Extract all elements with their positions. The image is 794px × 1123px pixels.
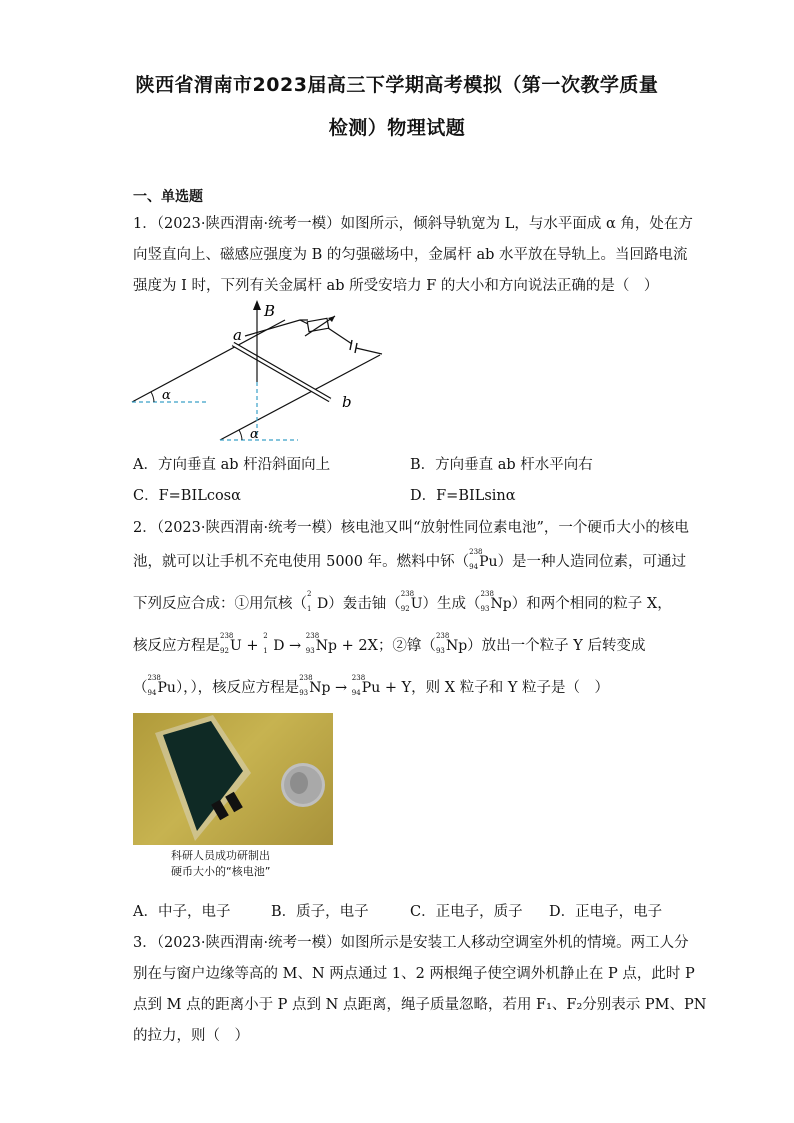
- q1-figure: [130, 298, 390, 444]
- q1-option-a[interactable]: A．方向垂直 ab 杆沿斜面向上: [133, 457, 331, 473]
- q2-line2: 池，就可以让手机不充电使用 5000 年。燃料中钚（ 238 94 Pu）是一种人造同位素，可通过: [133, 548, 687, 571]
- q1-line2: 向竖直向上、磁感应强度为 B 的匀强磁场中，金属杆 ab 水平放在导轨上。当回路电流: [133, 247, 688, 263]
- photo-caption: 科研人员成功研制出 硬币大小的“核电池”: [133, 848, 333, 888]
- q3-line4: 的拉力，则（ ）: [133, 1028, 249, 1044]
- q1-option-d[interactable]: D．F=BILsinα: [410, 488, 516, 504]
- q1-line3: 强度为 I 时，下列有关金属杆 ab 所受安培力 F 的大小和方向说法正确的是（ ）: [133, 278, 659, 294]
- q2-line5: （ 238 94 Pu），），核反应方程是 238 93 Np → 238 94 Pu + Y，则 X 粒子和 Y 粒子是（ ）: [133, 674, 610, 697]
- q2-option-a[interactable]: A．中子，电子: [133, 904, 231, 920]
- q3-line3: 点到 M 点的距离小于 P 点到 N 点距离，绳子质量忽略，若用 F₁、F₂分别表示 PM、PN: [133, 997, 707, 1013]
- fig-label-b: b: [342, 393, 352, 411]
- q2-option-c[interactable]: C．正电子，质子: [410, 904, 523, 920]
- q1-option-b[interactable]: B．方向垂直 ab 杆水平向右: [410, 457, 593, 473]
- nuclear-battery-photo: [133, 713, 333, 845]
- page-title-line2: 检测）物理试题: [328, 117, 466, 139]
- fig-label-B: B: [264, 302, 276, 320]
- fig-label-a: a: [233, 326, 242, 344]
- q2-option-b[interactable]: B．质子，电子: [271, 904, 369, 920]
- q1-option-c[interactable]: C．F=BILcosα: [133, 488, 241, 504]
- q3-line1: 3．（2023·陕西渭南·统考一模）如图所示是安装工人移动空调室外机的情境。两工人分: [133, 935, 689, 951]
- q2-option-d[interactable]: D．正电子，电子: [549, 904, 663, 920]
- q1-line1: 1．（2023·陕西渭南·统考一模）如图所示，倾斜导轨宽为 L，与水平面成 α 角，处在方: [133, 216, 693, 232]
- q2-line1: 2．（2023·陕西渭南·统考一模）核电池又叫“放射性同位素电池”，一个硬币大小的核电: [133, 520, 689, 536]
- section-heading: 一、单选题: [133, 189, 203, 205]
- page-title-line1: 陕西省渭南市2023届高三下学期高考模拟（第一次教学质量: [135, 74, 659, 96]
- q2-line3: 下列反应合成：①用氘核（ 2 1 D）轰击铀（ 238 92 U）生成（ 238 93 Np）和两个相同的粒子 X，: [133, 590, 672, 613]
- q3-line2: 别在与窗户边缘等高的 M、N 两点通过 1、2 两根绳子使空调外机静止在 P 点，此时 P: [133, 966, 695, 982]
- fig-label-alpha2: α: [250, 427, 259, 442]
- fig-label-alpha1: α: [162, 388, 171, 403]
- q2-line4: 核反应方程是 238 92 U + 2 1 D → 238 93 Np + 2X；②镎（ 238 93 Np）放出一个粒子 Y 后转变成: [133, 632, 646, 655]
